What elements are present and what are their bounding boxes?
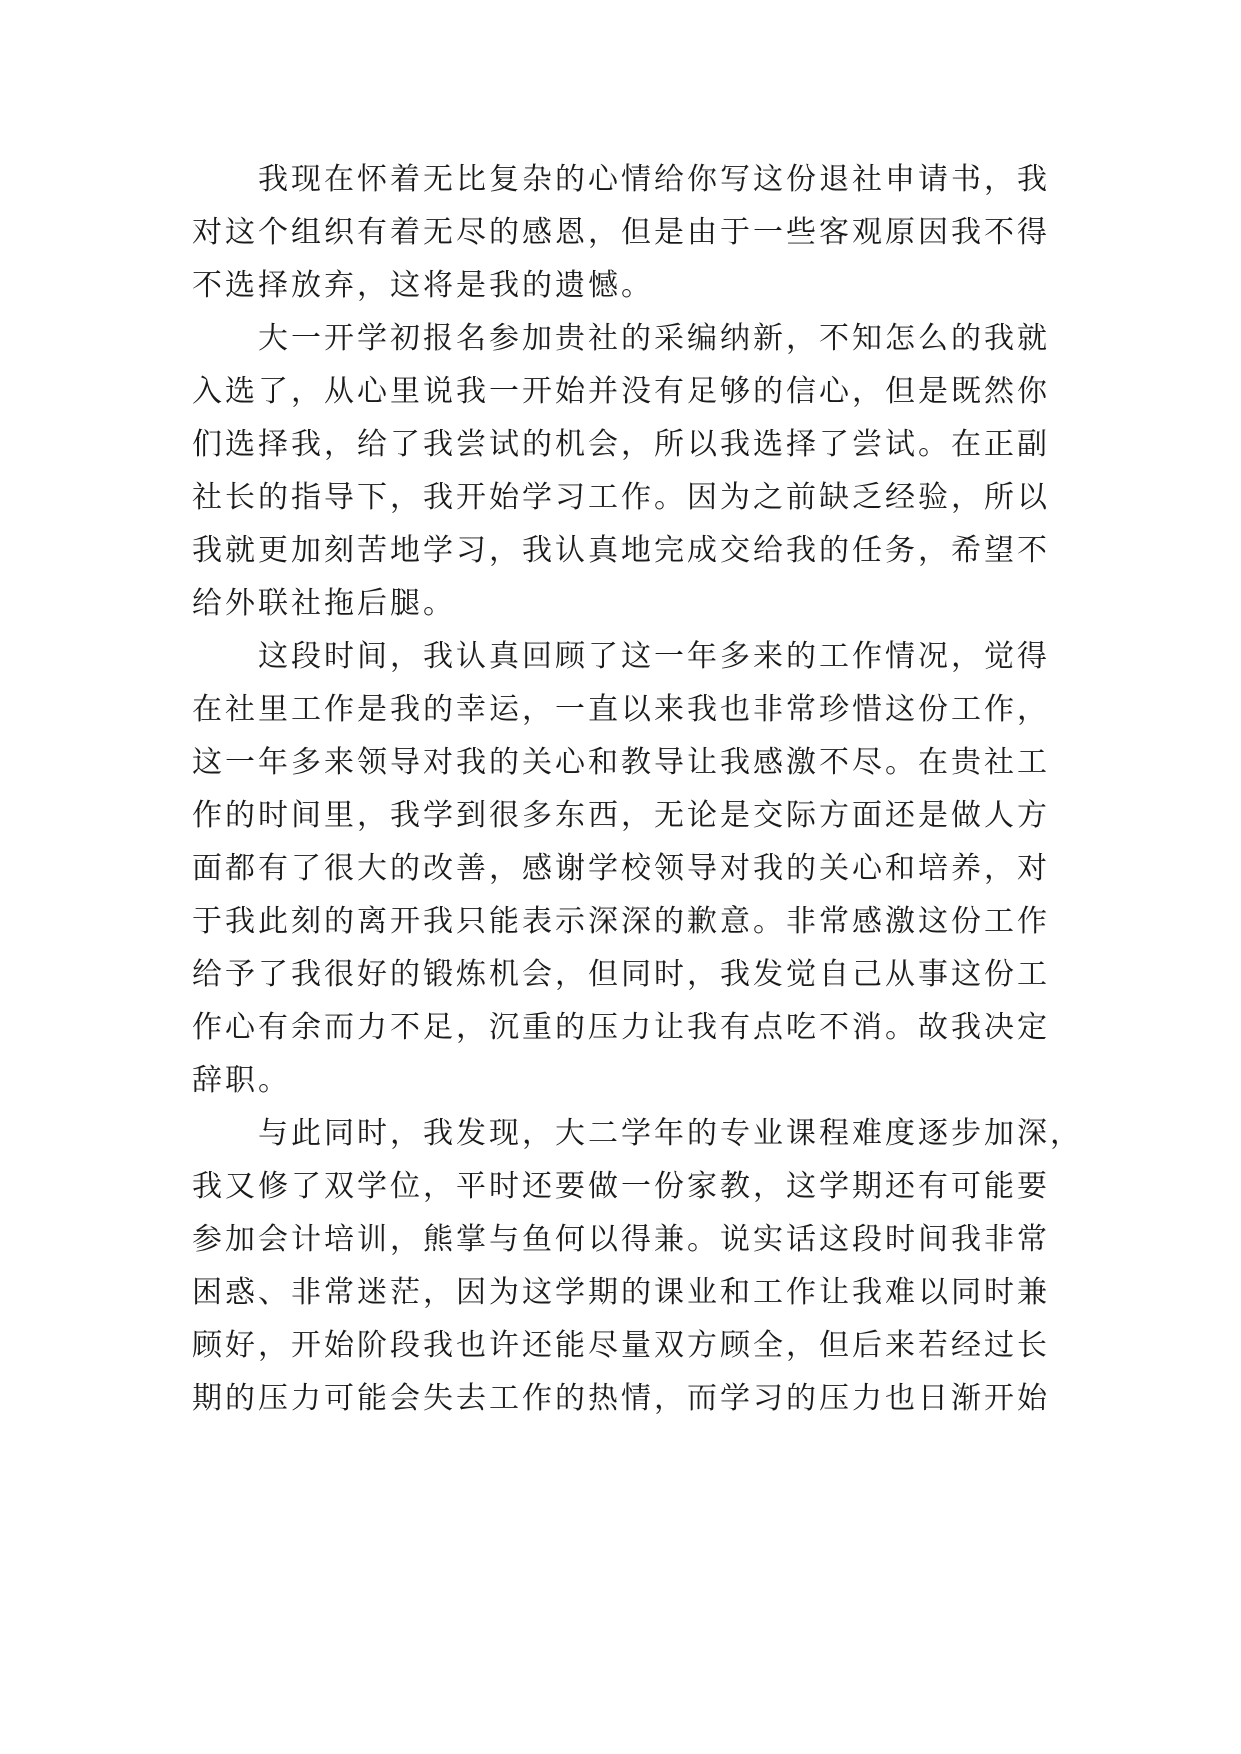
text-line: 在社里工作是我的幸运，一直以来我也非常珍惜这份工作， bbox=[192, 692, 1050, 727]
text-line: 辞职。 bbox=[192, 1063, 291, 1098]
text-line: 与此同时，我发现，大二学年的专业课程难度逐步加深， bbox=[258, 1116, 1083, 1151]
text-line: 不选择放弃，这将是我的遗憾。 bbox=[192, 268, 654, 303]
text-line: 这一年多来领导对我的关心和教导让我感激不尽。在贵社工 bbox=[192, 745, 1050, 780]
text-line: 我又修了双学位，平时还要做一份家教，这学期还有可能要 bbox=[192, 1169, 1050, 1204]
text-line: 社长的指导下，我开始学习工作。因为之前缺乏经验，所以 bbox=[192, 480, 1050, 515]
text-line: 对这个组织有着无尽的感恩，但是由于一些客观原因我不得 bbox=[192, 215, 1050, 250]
text-line: 期的压力可能会失去工作的热情，而学习的压力也日渐开始 bbox=[192, 1381, 1050, 1416]
text-line: 入选了，从心里说我一开始并没有足够的信心，但是既然你 bbox=[192, 374, 1050, 409]
text-line: 面都有了很大的改善，感谢学校领导对我的关心和培养，对 bbox=[192, 851, 1050, 886]
text-line: 作心有余而力不足，沉重的压力让我有点吃不消。故我决定 bbox=[192, 1010, 1050, 1045]
text-line: 参加会计培训，熊掌与鱼何以得兼。说实话这段时间我非常 bbox=[192, 1222, 1050, 1257]
text-line: 大一开学初报名参加贵社的采编纳新，不知怎么的我就 bbox=[258, 321, 1050, 356]
text-line: 我现在怀着无比复杂的心情给你写这份退社申请书，我 bbox=[258, 162, 1050, 197]
text-line: 困惑、非常迷茫，因为这学期的课业和工作让我难以同时兼 bbox=[192, 1275, 1050, 1310]
text-line: 们选择我，给了我尝试的机会，所以我选择了尝试。在正副 bbox=[192, 427, 1050, 462]
body-text bbox=[192, 160, 1083, 1416]
text-line: 这段时间，我认真回顾了这一年多来的工作情况，觉得 bbox=[258, 639, 1050, 674]
text-line: 给予了我很好的锻炼机会，但同时，我发觉自己从事这份工 bbox=[192, 957, 1050, 992]
text-line: 作的时间里，我学到很多东西，无论是交际方面还是做人方 bbox=[192, 798, 1050, 833]
text-line: 顾好，开始阶段我也许还能尽量双方顾全，但后来若经过长 bbox=[192, 1328, 1050, 1363]
text-line: 于我此刻的离开我只能表示深深的歉意。非常感激这份工作 bbox=[192, 904, 1050, 939]
text-line: 我就更加刻苦地学习，我认真地完成交给我的任务，希望不 bbox=[192, 533, 1050, 568]
text-line: 给外联社拖后腿。 bbox=[192, 586, 456, 621]
